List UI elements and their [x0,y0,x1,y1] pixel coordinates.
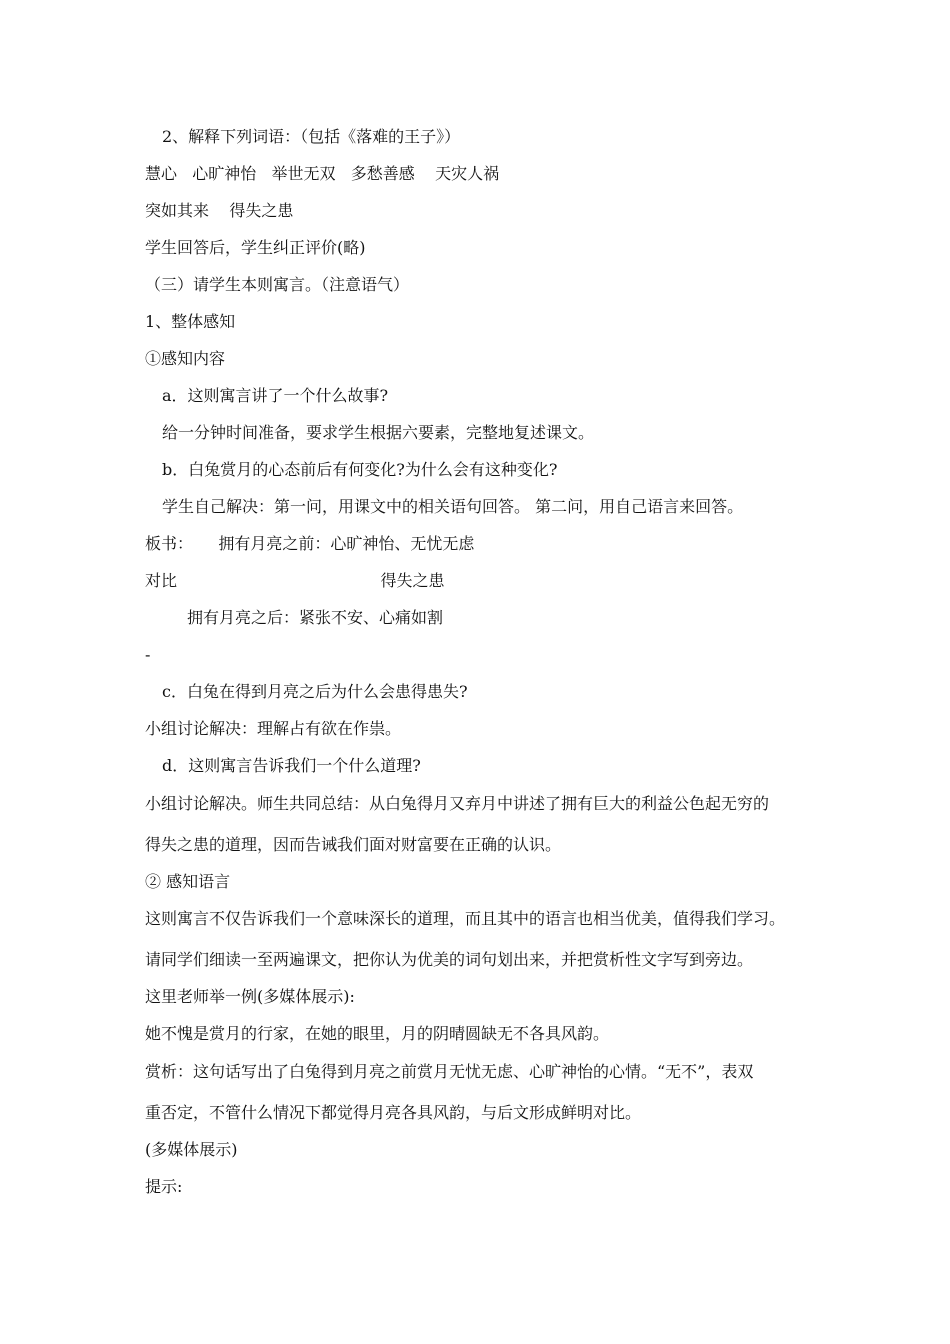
text-line: 这里老师举一例(多媒体展示): [145,987,355,1006]
text-line: 重否定，不管什么情况下都觉得月亮各具风韵，与后文形成鲜明对比。 [145,1103,642,1122]
text-line: 给一分钟时间准备，要求学生根据六要素，完整地复述课文。 [162,423,595,442]
text-line: 慧心 心旷神怡 举世无双 多愁善感 天灾人祸 [145,164,500,183]
text-line: 突如其来 得失之患 [145,201,294,220]
text-line: 板书： 拥有月亮之前：心旷神怡、无忧无虑 [145,534,475,553]
text-line: （三）请学生本则寓言。（注意语气） [145,275,410,294]
text-line: ② 感知语言 [145,872,231,891]
text-line: 这则寓言不仅告诉我们一个意味深长的道理，而且其中的语言也相当优美，值得我们学习。 [145,909,786,928]
text-line: 小组讨论解决：理解占有欲在作祟。 [145,719,402,738]
text-line: c．白兔在得到月亮之后为什么会患得患失? [162,682,468,701]
text-line: 赏析：这句话写出了白兔得到月亮之前赏月无忧无虑、心旷神怡的心情。“无不”，表双 [145,1062,754,1081]
text-line: 学生回答后，学生纠正评价(略) [145,238,366,257]
text-line: b．白兔赏月的心态前后有何变化?为什么会有这种变化? [162,460,558,479]
text-line: ①感知内容 [145,349,226,368]
text-line: 小组讨论解决。师生共同总结：从白兔得月又弃月中讲述了拥有巨大的利益公色起无穷的 [145,794,770,813]
text-line: 请同学们细读一至两遍课文，把你认为优美的词句划出来，并把赏析性文字写到旁边。 [145,950,754,969]
text-line: 学生自己解决：第一问，用课文中的相关语句回答。 第二问，用自己语言来回答。 [162,497,744,516]
text-line: 得失之患的道理，因而告诫我们面对财富要在正确的认识。 [145,835,562,854]
text-line: 1、整体感知 [145,312,236,331]
text-line: d．这则寓言告诉我们一个什么道理? [162,756,421,775]
text-line: a．这则寓言讲了一个什么故事? [162,386,389,405]
text-line: 她不愧是赏月的行家，在她的眼里，月的阴晴圆缺无不各具风韵。 [145,1024,610,1043]
text-line: 2、解释下列词语：（包括《落难的王子》） [162,127,461,146]
text-line: 拥有月亮之后：紧张不安、心痛如割 [187,608,444,627]
text-line: 对比 得失之患 [145,571,445,590]
text-line: (多媒体展示) [145,1140,238,1159]
text-line: - [145,645,151,664]
text-line: 提示: [145,1177,183,1196]
